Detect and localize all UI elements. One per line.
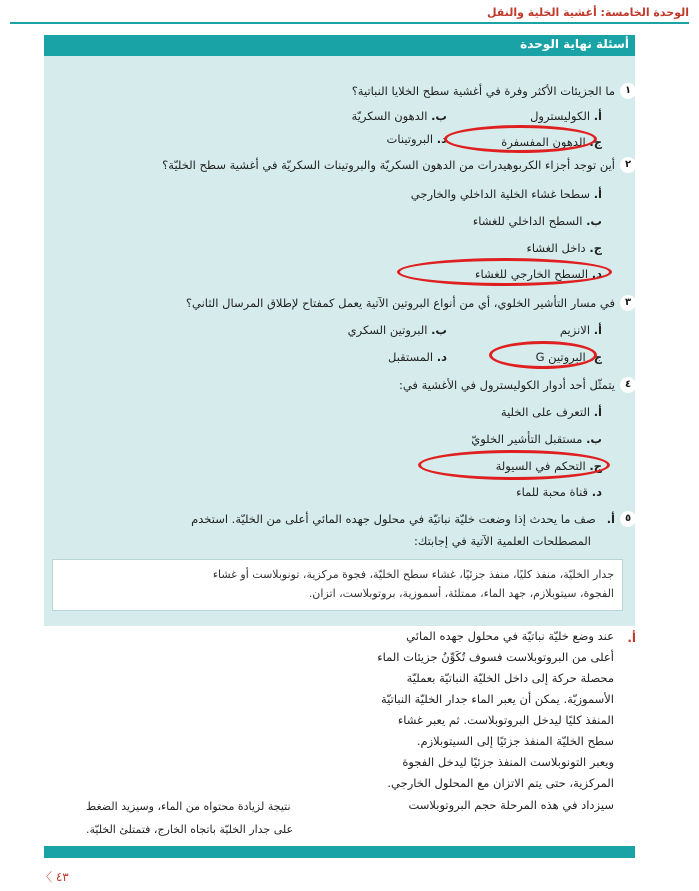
option-letter: ج. [589, 135, 602, 149]
page-number-text: ٤٣ [55, 870, 69, 884]
option [388, 349, 447, 365]
option-letter: أ. [593, 405, 602, 419]
panel-header [44, 35, 635, 56]
terms-box [52, 559, 623, 611]
option-text: قناة محبة للماء [516, 485, 589, 499]
option-letter: ج. [589, 241, 602, 255]
footer-bar [44, 846, 635, 858]
answer-continuation-line: على جدار الخليّة باتجاه الخارج، فتمتلئ الخليّة. [86, 823, 294, 836]
option-letter: د. [591, 267, 602, 281]
panel-title: أسئلة نهاية الوحدة [520, 37, 629, 51]
option-text: السطح الداخلي للغشاء [472, 214, 583, 228]
answer-highlight-ellipse [418, 450, 610, 480]
header-divider [10, 22, 689, 24]
option [471, 431, 602, 447]
option-letter: ب. [431, 109, 447, 123]
option-text: السطح الخارجي للغشاء [475, 267, 589, 281]
answer-line: أعلى من البروتوبلاست فسوف تُكَوِّنُ جزيئات الماء [377, 650, 614, 664]
answer-line: ويعبر التونوبلاست المنفذ جزئيًا ليدخل الفجوة [402, 755, 614, 769]
option [473, 213, 602, 229]
question-number: ٥ [620, 511, 636, 527]
option-letter: أ. [593, 109, 602, 123]
option [411, 186, 602, 202]
answer-line: المركزية، حتى يتم الاتزان مع المحلول الخارجي. [387, 776, 614, 790]
option-letter: د. [591, 485, 602, 499]
option-text: البروتينات [386, 132, 434, 146]
terms-line: الفجوة، سيتوبلازم، جهد الماء، ممتلئة، أسموزية، بروتوبلاست، اتزان. [308, 587, 614, 600]
option-letter: ب. [431, 323, 447, 337]
option-text: الدهون المفسفرة [501, 135, 586, 149]
option-text: داخل الغشاء [526, 241, 586, 255]
option [348, 322, 447, 338]
question-text: في مسار التأشير الخلوي، أي من أنواع البروتين الآتية يعمل كمفتاح لإطلاق المرسال الثاني؟ [185, 296, 615, 310]
option [516, 484, 602, 500]
question-text: أين توجد أجزاء الكربوهيدرات من الدهون السكريّة والبروتينات السكريّة في أغشية سطح الخليّة؟ [162, 158, 615, 172]
option-letter: ب. [586, 432, 602, 446]
answer-continuation-line: نتيجة لزيادة محتواه من الماء، وسيزيد الضغط [86, 800, 291, 813]
answer-highlight-ellipse [397, 258, 612, 286]
option-letter: أ. [593, 323, 602, 337]
option [526, 240, 602, 256]
question-text [191, 511, 615, 527]
option [352, 108, 447, 124]
option-letter: ج. [589, 350, 602, 364]
terms-line: جدار الخليّة، منفذ كليًا، منفذ جزئيًا، غشاء سطح الخليّة، فجوة مركزية، تونوبلاست أو غشاء [212, 568, 614, 581]
answer-line: محصلة حركة إلى داخل الخليّة النباتيّة بعمليّة [406, 671, 614, 685]
option-letter: ج. [589, 459, 602, 473]
option-text: البروتين السكري [347, 323, 428, 337]
option-text: التعرف على الخلية [500, 405, 591, 419]
option-text: التحكم في السيولة [495, 459, 586, 473]
option-text: مستقبل التأشير الخلويّ [471, 432, 583, 446]
option-text: المستقبل [387, 350, 434, 364]
option-text: البروتين G [535, 350, 586, 364]
question-number: ١ [620, 83, 636, 99]
option-text: الانزيم [559, 323, 591, 337]
option-letter: د. [436, 350, 447, 364]
answer-line: الأسموزيّة. يمكن أن يعبر الماء جدار الخليّة النباتيّة [381, 692, 614, 706]
question-number: ٤ [620, 377, 636, 393]
question-text-line1: صف ما يحدث إذا وضعت خليّة نباتيّة في محلول جهده المائي أعلى من الخليّة. استخدم [191, 512, 596, 526]
question-number: ٢ [620, 157, 636, 173]
chevron-left-icon[interactable]: 〈 [40, 870, 53, 884]
option [387, 131, 447, 147]
answer-highlight-ellipse [489, 341, 597, 369]
page-number [40, 868, 69, 885]
sub-letter: أ. [606, 512, 615, 526]
question-number: ٣ [620, 295, 636, 311]
option-text: الكوليسترول [530, 109, 591, 123]
answer-marker: أ. [627, 631, 636, 645]
answer-line: سطح الخليّة المنفذ جزئيًا إلى السيتوبلازم. [416, 734, 614, 748]
answer-line: عند وضع خليّة نباتيّة في محلول جهده المائي [406, 629, 614, 643]
answer-highlight-ellipse [444, 125, 597, 153]
answer-line: سيزداد في هذه المرحلة حجم البروتوبلاست [408, 798, 614, 812]
option [530, 108, 602, 124]
option [560, 322, 602, 338]
option-text: الدهون السكريّة [351, 109, 428, 123]
question-text: يتمثّل أحد أدوار الكوليسترول في الأغشية في: [398, 378, 615, 392]
question-text-line2: المصطلحات العلمية الآتية في إجابتك: [414, 534, 591, 548]
option-letter: أ. [593, 187, 602, 201]
option-letter: د. [436, 132, 447, 146]
answer-line: المنفذ كليًا ليدخل البروتوبلاست. ثم يعبر غشاء [397, 713, 614, 727]
question-text: ما الجزيئات الأكثر وفرة في أغشية سطح الخلايا النباتية؟ [351, 84, 615, 98]
unit-title: الوحدة الخامسة: أغشية الخلية والنقل [486, 6, 689, 19]
option [501, 404, 602, 420]
option-text: سطحا غشاء الخلية الداخلي والخارجي [410, 187, 591, 201]
option-letter: ب. [586, 214, 602, 228]
